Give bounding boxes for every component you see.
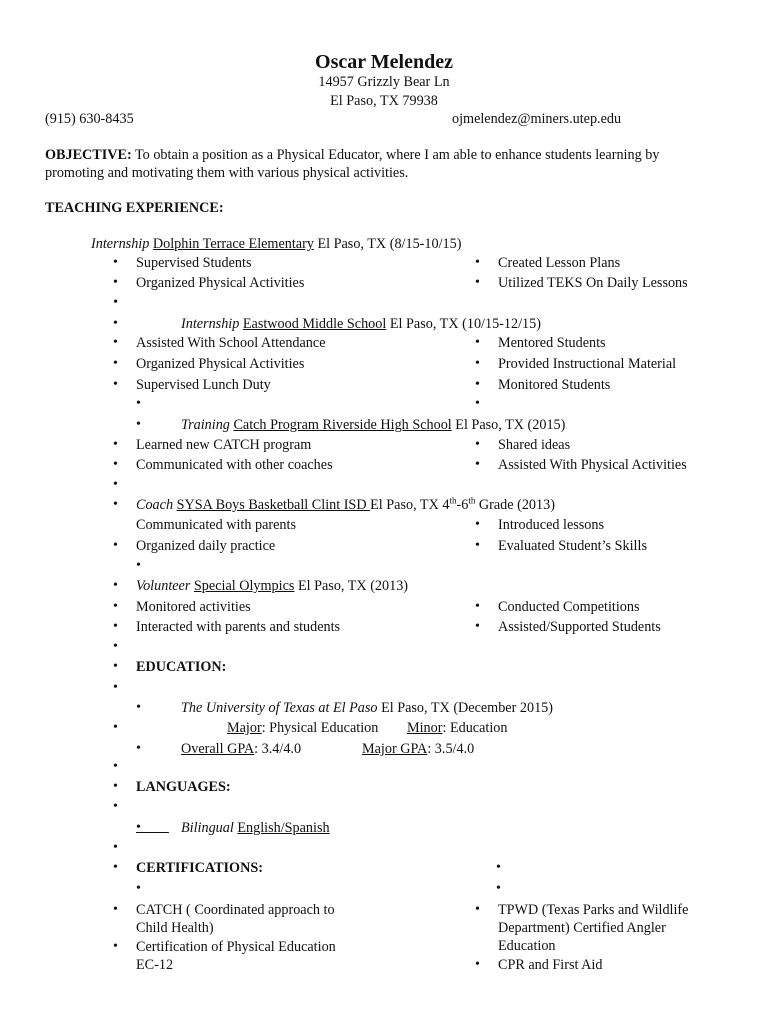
job-role: Training bbox=[181, 417, 230, 433]
bullet: • bbox=[136, 396, 141, 411]
job-org: Eastwood Middle School bbox=[242, 316, 387, 332]
job-title-3 bbox=[181, 416, 565, 434]
bullet: • bbox=[475, 335, 480, 350]
bullet: • bbox=[113, 840, 118, 855]
objective-text-1: To obtain a position as a Physical Educator, where I am able to enhance students learning by bbox=[131, 147, 660, 163]
languages-heading: LANGUAGES: bbox=[136, 779, 231, 795]
certifications-heading: CERTIFICATIONS: bbox=[136, 860, 263, 876]
bullet: • bbox=[113, 902, 118, 917]
bullet: • bbox=[136, 417, 141, 432]
gpa-line bbox=[181, 740, 301, 758]
city-address: El Paso, TX 79938 bbox=[330, 93, 438, 109]
list-item: Interacted with parents and students bbox=[136, 619, 341, 635]
list-item: Supervised Lunch Duty bbox=[136, 377, 271, 393]
bullet: • bbox=[113, 680, 118, 695]
bullet: • bbox=[136, 700, 141, 715]
list-item: Created Lesson Plans bbox=[498, 255, 621, 271]
bullet: • bbox=[475, 396, 480, 411]
list-item: Evaluated Student’s Skills bbox=[498, 538, 647, 554]
bullet: • bbox=[113, 295, 118, 310]
bullet: • bbox=[113, 599, 118, 614]
major-label: Major bbox=[227, 720, 262, 736]
school-location: El Paso, TX (December 2015) bbox=[377, 700, 553, 716]
bullet: • bbox=[136, 881, 141, 896]
certification-item: CATCH ( Coordinated approach to Child Health) bbox=[136, 902, 335, 936]
minor-label: Minor bbox=[407, 720, 443, 736]
bullet: • bbox=[113, 477, 118, 492]
list-item: Monitored Students bbox=[498, 377, 611, 393]
list-item: Monitored activities bbox=[136, 599, 251, 615]
certification-item: TPWD (Texas Parks and Wildlife Department) Certified Angler Education bbox=[498, 902, 689, 954]
bullet: • bbox=[475, 517, 480, 532]
list-item: Communicated with parents bbox=[136, 517, 296, 533]
major-line bbox=[227, 719, 378, 737]
list-item: Learned new CATCH program bbox=[136, 437, 312, 453]
major-gpa-value: : 3.5/4.0 bbox=[427, 741, 475, 757]
bullet: • bbox=[475, 377, 480, 392]
job-location: -6 bbox=[456, 497, 469, 513]
list-item: Communicated with other coaches bbox=[136, 457, 333, 473]
job-org: Dolphin Terrace Elementary bbox=[152, 236, 314, 252]
bullet: • bbox=[475, 538, 480, 553]
candidate-name: Oscar Melendez bbox=[315, 51, 453, 73]
bullet: • bbox=[113, 377, 118, 392]
job-role: Internship bbox=[91, 236, 150, 252]
bullet: • bbox=[113, 939, 118, 954]
bullet: • bbox=[475, 437, 480, 452]
job-location: El Paso, TX (8/15-10/15) bbox=[313, 236, 462, 252]
bullet: • bbox=[475, 255, 480, 270]
job-org: SYSA Boys Basketball Clint ISD bbox=[176, 497, 371, 513]
languages-value: English/Spanish bbox=[237, 820, 330, 836]
bullet: • bbox=[113, 316, 118, 331]
objective-line-2: promoting and motivating them with various physical activities. bbox=[45, 165, 409, 181]
email-address: ojmelendez@miners.utep.edu bbox=[452, 111, 622, 127]
bullet: • bbox=[113, 335, 118, 350]
objective-line-1 bbox=[45, 146, 659, 164]
school-line bbox=[181, 699, 553, 717]
job-org: Catch Program Riverside High School bbox=[233, 417, 452, 433]
objective-label: OBJECTIVE: bbox=[45, 147, 132, 163]
job-role: Volunteer bbox=[136, 578, 191, 594]
bullet: • bbox=[113, 437, 118, 452]
bullet: • bbox=[113, 538, 118, 553]
bullet: • bbox=[113, 356, 118, 371]
bullet: • bbox=[496, 881, 501, 896]
job-role: Internship bbox=[181, 316, 240, 332]
list-item: Organized Physical Activities bbox=[136, 356, 305, 372]
job-location: Grade (2013) bbox=[475, 497, 555, 513]
bullet: • bbox=[475, 619, 480, 634]
school-name: The University of Texas at El Paso bbox=[181, 700, 378, 716]
list-item: Mentored Students bbox=[498, 335, 606, 351]
list-item: Assisted With Physical Activities bbox=[498, 457, 687, 473]
bullet: • bbox=[113, 578, 118, 593]
gpa-label: Overall GPA bbox=[181, 741, 255, 757]
bullet: • bbox=[113, 659, 118, 674]
certification-item: Certification of Physical Education EC-12 bbox=[136, 939, 336, 973]
certification-item: CPR and First Aid bbox=[498, 957, 603, 973]
major-value: : Physical Education bbox=[261, 720, 379, 736]
bullet: • bbox=[113, 639, 118, 654]
bullet: • bbox=[113, 497, 118, 512]
bullet: • bbox=[475, 457, 480, 472]
list-item: Assisted With School Attendance bbox=[136, 335, 326, 351]
job-location: El Paso, TX 4 bbox=[370, 497, 450, 513]
list-item: Utilized TEKS On Daily Lessons bbox=[498, 275, 688, 291]
ordinal-suffix: th bbox=[449, 495, 457, 506]
bullet: • bbox=[113, 255, 118, 270]
gpa-value: : 3.4/4.0 bbox=[254, 741, 302, 757]
phone-number: (915) 630-8435 bbox=[45, 111, 134, 127]
bullet: • bbox=[475, 599, 480, 614]
languages-line bbox=[181, 819, 330, 837]
job-title-1 bbox=[91, 235, 461, 253]
job-role: Coach bbox=[136, 497, 174, 513]
bullet: • bbox=[113, 619, 118, 634]
languages-label: Bilingual bbox=[181, 820, 234, 836]
minor-value: : Education bbox=[442, 720, 508, 736]
list-item: Assisted/Supported Students bbox=[498, 619, 661, 635]
list-item: Conducted Competitions bbox=[498, 599, 640, 615]
bullet: • bbox=[113, 275, 118, 290]
bullet: • bbox=[113, 799, 118, 814]
list-item: Organized daily practice bbox=[136, 538, 276, 554]
list-item: Provided Instructional Material bbox=[498, 356, 677, 372]
bullet: • bbox=[136, 820, 169, 835]
job-location: El Paso, TX (2015) bbox=[451, 417, 566, 433]
major-gpa-label: Major GPA bbox=[362, 741, 428, 757]
bullet: • bbox=[113, 759, 118, 774]
bullet: • bbox=[136, 741, 141, 756]
job-title-4 bbox=[136, 496, 555, 514]
bullet: • bbox=[475, 356, 480, 371]
job-location: El Paso, TX (10/15-12/15) bbox=[386, 316, 541, 332]
list-item: Organized Physical Activities bbox=[136, 275, 305, 291]
job-location: El Paso, TX (2013) bbox=[294, 578, 409, 594]
bullet: • bbox=[113, 720, 118, 735]
bullet: • bbox=[113, 779, 118, 794]
minor-line bbox=[407, 719, 507, 737]
bullet: • bbox=[475, 275, 480, 290]
job-org: Special Olympics bbox=[193, 578, 295, 594]
bullet: • bbox=[496, 860, 501, 875]
ordinal-suffix: th bbox=[468, 495, 476, 506]
street-address: 14957 Grizzly Bear Ln bbox=[318, 74, 450, 90]
list-item: Introduced lessons bbox=[498, 517, 604, 533]
bullet: • bbox=[136, 558, 141, 573]
education-heading: EDUCATION: bbox=[136, 659, 227, 675]
bullet: • bbox=[475, 957, 480, 972]
teaching-heading: TEACHING EXPERIENCE: bbox=[45, 200, 224, 216]
list-item: Supervised Students bbox=[136, 255, 252, 271]
major-gpa-line bbox=[362, 740, 474, 758]
bullet: • bbox=[113, 457, 118, 472]
bullet: • bbox=[475, 902, 480, 917]
bullet: • bbox=[113, 860, 118, 875]
job-title-2 bbox=[181, 315, 541, 333]
list-item: Shared ideas bbox=[498, 437, 571, 453]
job-title-5 bbox=[136, 577, 408, 595]
